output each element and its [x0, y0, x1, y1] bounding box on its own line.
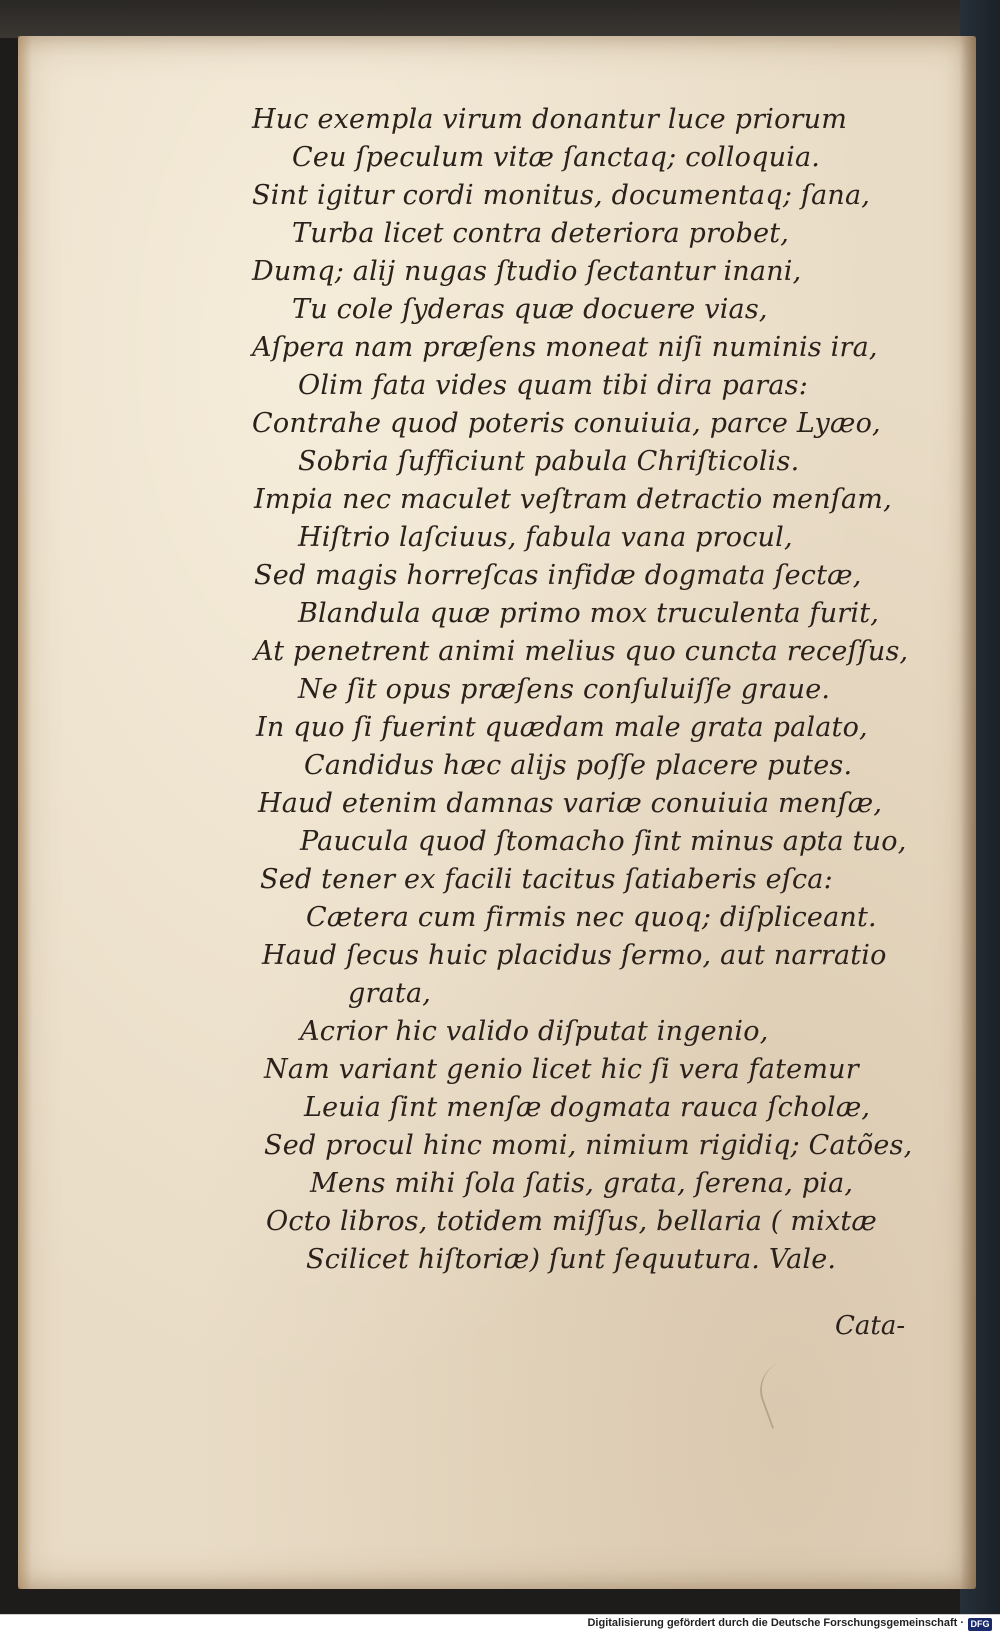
verse-line: Mens mihi ſola ſatis, grata, ſerena, pia, — [310, 1168, 854, 1199]
verse-line: Tu cole ſyderas quæ docuere vias, — [292, 294, 768, 325]
verse-line: Impia nec maculet veſtram detractio menſam, — [254, 484, 892, 515]
verse-line: Haud ſecus huic placidus ſermo, aut narratio — [262, 940, 887, 971]
verse-line: Leuia ſint menſæ dogmata rauca ſcholæ, — [304, 1092, 871, 1123]
verse-line: Nam variant genio licet hic ſi vera fatemur — [264, 1054, 859, 1085]
verse-line: Sobria ſufficiunt pabula Chriſticolis. — [298, 446, 800, 477]
verse-line: Sed tener ex facili tacitus ſatiaberis eſca: — [260, 864, 833, 895]
verse-line: Cætera cum firmis nec quoq; diſpliceant. — [306, 902, 877, 933]
verse-line: Sed procul hinc momi, nimium rigidiq; Catões, — [264, 1130, 913, 1161]
verse-line: Paucula quod ſtomacho ſint minus apta tuo, — [300, 826, 907, 857]
digitization-footer — [0, 1614, 1000, 1634]
verse-line: Dumq; alij nugas ſtudio ſectantur inani, — [252, 256, 802, 287]
verse-line: Candidus hæc alijs poſſe placere putes. — [304, 750, 853, 781]
verse-line: Haud etenim damnas variæ conuiuia menſæ, — [258, 788, 883, 819]
verse-line: Turba licet contra deteriora probet, — [292, 218, 790, 249]
verse-line: grata, — [348, 978, 432, 1009]
dfg-logo: DFG — [968, 1618, 992, 1631]
verse-line: Acrior hic valido diſputat ingenio, — [300, 1016, 769, 1047]
funding-credit: Digitalisierung gefördert durch die Deutsche Forschungsgemeinschaft · — [587, 1617, 964, 1629]
verse-line: At penetrent animi melius quo cuncta receſſus, — [254, 636, 909, 667]
verse-line: Aſpera nam præſens moneat niſi numinis ira, — [252, 332, 878, 363]
verse-line: In quo ſi fuerint quædam male grata palato, — [256, 712, 868, 743]
verse-line: Sed magis horreſcas infidæ dogmata ſectæ, — [254, 560, 862, 591]
verse-line: Blandula quæ primo mox truculenta furit, — [298, 598, 880, 629]
verse-line: Octo libros, totidem miſſus, bellaria ( mixtæ — [266, 1206, 878, 1237]
verse-line: Huc exempla virum donantur luce priorum — [252, 104, 848, 135]
verse-line: Ne ſit opus præſens conſuluiſſe graue. — [298, 674, 831, 705]
verse-line: Contrahe quod poteris conuiuia, parce Lyæo, — [252, 408, 881, 439]
verse-line: Sint igitur cordi monitus, documentaq; ſana, — [252, 180, 871, 211]
verse-line: Ceu ſpeculum vitæ ſanctaq; colloquia. — [292, 142, 821, 173]
verse-line: Scilicet hiſtoriæ) ſunt ſequutura. Vale. — [306, 1244, 837, 1275]
catchword: Cata- — [835, 1311, 906, 1341]
verse-line: Hiſtrio laſciuus, fabula vana procul, — [298, 522, 793, 553]
verse-line: Olim fata vides quam tibi dira paras: — [298, 370, 808, 401]
